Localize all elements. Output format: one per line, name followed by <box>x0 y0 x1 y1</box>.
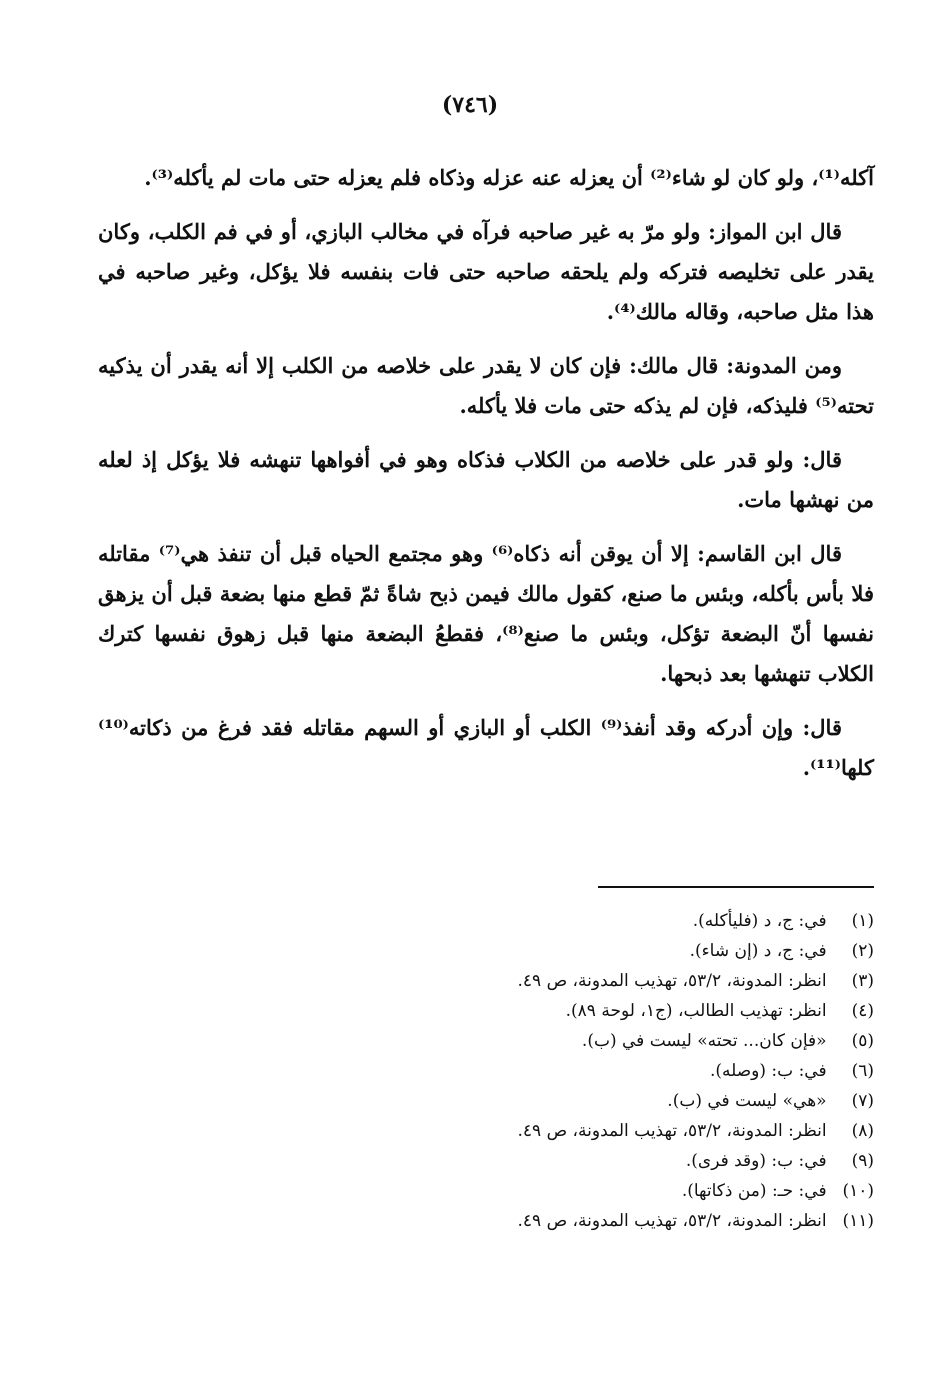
footnote-text: انظر: المدونة، ٥٣/٢، تهذيب المدونة، ص ٤٩. <box>517 971 827 991</box>
footnote-text: «هي» ليست في (ب). <box>667 1091 827 1111</box>
footnote-number: (٩) <box>851 1151 874 1171</box>
footnote-text: في: ب: (وصله). <box>709 1061 827 1081</box>
paragraph-1: آكله⁽¹⁾، ولو كان لو شاء⁽²⁾ أن يعزله عنه عزله وذكاه فلم يعزله حتى مات لم يأكله⁽³⁾. <box>144 165 874 190</box>
footnote-item <box>314 1176 874 1206</box>
footnote-number: (١١) <box>842 1211 874 1231</box>
main-text <box>98 158 874 802</box>
paragraph-2: قال ابن المواز: ولو مرّ به غير صاحبه فرآه في مخالب البازي، أو في فم الكلب، وكان يقدر على تخليصه فتركه ولم يلحقه صاحبه حتى فات بنفسه فلا يؤكل، وغير صاحبه في هذا مثل صاحبه، وقاله مالك⁽⁴⁾. <box>98 219 874 324</box>
footnote-item <box>314 1116 874 1146</box>
paragraph-3: ومن المدونة: قال مالك: فإن كان لا يقدر على خلاصه من الكلب إلا أنه يقدر أن يذكيه تحته⁽⁵⁾ فليذكه، فإن لم يذكه حتى مات فلا يأكله. <box>98 353 874 418</box>
footnote-number: (٦) <box>851 1061 874 1081</box>
footnote-number: (٨) <box>851 1121 874 1141</box>
paragraph-4: قال: ولو قدر على خلاصه من الكلاب فذكاه وهو في أفواهها تنهشه فلا يؤكل إذ لعله من نهشها مات. <box>98 447 874 512</box>
footnote-item <box>314 1056 874 1086</box>
footnote-text: «فإن كان... تحته» ليست في (ب). <box>581 1031 827 1051</box>
footnote-number: (٣) <box>851 971 874 991</box>
paragraph-5: قال ابن القاسم: إلا أن يوقن أنه ذكاه⁽⁶⁾ وهو مجتمع الحياه قبل أن تنفذ هي⁽⁷⁾ مقاتله فلا بأس بأكله، وبئس ما صنع، كقول مالك فيمن ذبح شاةً ثمّ قطع منها بضعة قبل أن يزهق نفسها أنّ البضعة تؤكل، وبئس ما صنع⁽⁸⁾، فقطعُ البضعة منها قبل زهوق نفسها كترك الكلاب تنهشها بعد ذبحها. <box>98 541 874 686</box>
footnote-item <box>314 1146 874 1176</box>
footnote-text: انظر: المدونة، ٥٣/٢، تهذيب المدونة، ص ٤٩. <box>517 1211 827 1231</box>
footnote-text: انظر: المدونة، ٥٣/٢، تهذيب المدونة، ص ٤٩. <box>517 1121 827 1141</box>
footnote-separator <box>598 886 874 888</box>
footnote-item <box>314 906 874 936</box>
footnote-number: (٧) <box>851 1091 874 1111</box>
footnote-item <box>314 996 874 1026</box>
footnote-item <box>314 1026 874 1056</box>
footnote-text: في: ج، د (إن شاء). <box>689 941 827 961</box>
paragraph-6: قال: وإن أدركه وقد أنفذ⁽⁹⁾ الكلب أو البازي أو السهم مقاتله فقد فرغ من ذكاته⁽¹⁰⁾ كلها⁽¹¹⁾. <box>98 715 874 780</box>
footnote-number: (٢) <box>851 941 874 961</box>
footnote-text: في: ب: (وقد فرى). <box>685 1151 827 1171</box>
footnote-text: في: ج، د (فليأكله). <box>692 911 827 931</box>
footnote-number: (١) <box>851 911 874 931</box>
footnote-text: في: حـ: (من ذكاتها). <box>681 1181 827 1201</box>
footnote-item <box>314 936 874 966</box>
footnote-item <box>314 1086 874 1116</box>
footnote-text: انظر: تهذيب الطالب، (ج١، لوحة ٨٩). <box>565 1001 827 1021</box>
footnote-number: (١٠) <box>842 1181 874 1201</box>
footnote-number: (٥) <box>851 1031 874 1051</box>
footnote-number: (٤) <box>851 1001 874 1021</box>
footnote-item <box>314 966 874 996</box>
footnote-item <box>314 1206 874 1236</box>
page-number: (٧٤٦) <box>441 92 499 118</box>
footnotes-list <box>314 906 874 1236</box>
